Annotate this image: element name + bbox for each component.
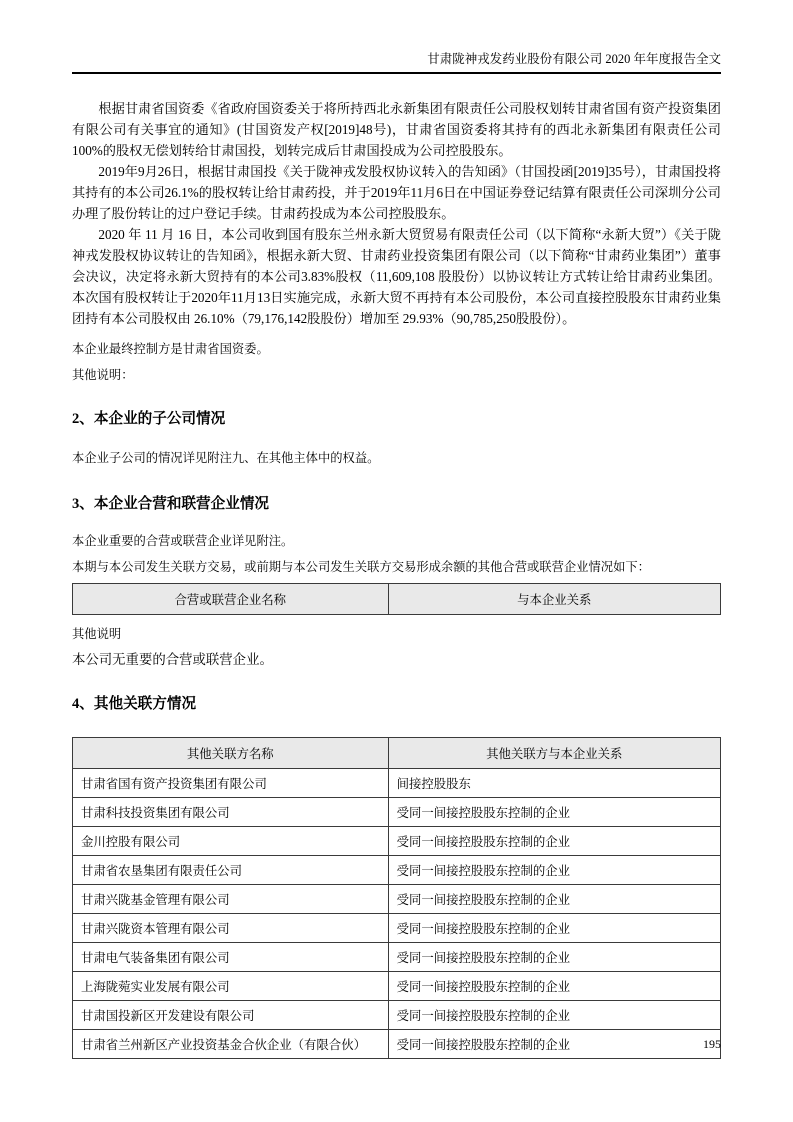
section3-no-jv-note: 本公司无重要的合营或联营企业。: [72, 652, 273, 667]
section3-other-note: 其他说明: [72, 627, 122, 641]
paragraph-2020-transfer: 2020 年 11 月 16 日，本公司收到国有股东兰州永新大贸贸易有限责任公司（以下简称“永新大贸”）《关于陇神戎发股权协议转让的告知函》，根据永新大贸、甘肃药业投资集团有限公司（以下简称“甘肃药业集团”）董事会决议，决定将永新大贸持有的本公司3.83%股权（11,609,108 股股份）以协议转让方式转让给甘肃药业集团。本次国有股权转让于2020年11月13日实施完成，永新大贸不再持有本公司股份，本公司直接控股股东甘肃药业集团持有本公司股权由 26.10%（79,176,142股股份）增加至 29.93%（90,785,250股股份）。: [72, 227, 721, 326]
related-party-relation: 受同一间接控股股东控制的企业: [388, 914, 720, 943]
table-row: [73, 827, 721, 856]
section3-body-2: 本期与本公司发生关联方交易，或前期与本公司发生关联方交易形成余额的其他合营或联营企业情况如下：: [72, 560, 650, 574]
related-party-relation: 受同一间接控股股东控制的企业: [388, 1001, 720, 1030]
related-party-name: 甘肃国投新区开发建设有限公司: [73, 1001, 389, 1030]
related-party-relation: 受同一间接控股股东控制的企业: [388, 943, 720, 972]
related-party-name: 甘肃兴陇基金管理有限公司: [73, 885, 389, 914]
paragraph-2019-transfer: 2019年9月26日，根据甘肃国投《关于陇神戎发股权协议转入的告知函》（甘国投函[2019]35号），甘肃国投将其持有的本公司26.1%的股权转让给甘肃药投，并于2019年11月6日在中国证券登记结算有限责任公司深圳分公司办理了股份转让的过户登记手续。甘肃药投成为本公司控股股东。: [72, 164, 721, 221]
related-party-relation: 间接控股股东: [388, 769, 720, 798]
table-row: [73, 1030, 721, 1059]
other-note-label: 其他说明：: [72, 368, 134, 382]
related-party-relation: 受同一间接控股股东控制的企业: [388, 972, 720, 1001]
related-parties-table: [72, 737, 721, 1059]
joint-venture-table: [72, 583, 721, 615]
related-party-name: 甘肃科技投资集团有限公司: [73, 798, 389, 827]
related-party-relation: 受同一间接控股股东控制的企业: [388, 798, 720, 827]
related-party-name: 甘肃电气装备集团有限公司: [73, 943, 389, 972]
related-party-name: 甘肃兴陇资本管理有限公司: [73, 914, 389, 943]
related-party-name: 甘肃省兰州新区产业投资基金合伙企业（有限合伙）: [73, 1030, 389, 1059]
related-party-relation: 受同一间接控股股东控制的企业: [388, 1030, 720, 1059]
related-party-name: 金川控股有限公司: [73, 827, 389, 856]
table-row: [73, 972, 721, 1001]
related-table-header-name: 其他关联方名称: [73, 738, 389, 769]
related-party-name: 上海陇菀实业发展有限公司: [73, 972, 389, 1001]
section2-heading: 2、本企业的子公司情况: [72, 411, 226, 427]
section2-body: 本企业子公司的情况详见附注九、在其他主体中的权益。: [72, 451, 380, 465]
table-row: [73, 914, 721, 943]
table-row: [73, 885, 721, 914]
section3-heading: 3、本企业合营和联营企业情况: [72, 496, 270, 512]
table-row: [73, 769, 721, 798]
jv-table-header-name: 合营或联营企业名称: [73, 584, 389, 615]
section3-body-1: 本企业重要的合营或联营企业详见附注。: [72, 534, 294, 548]
table-row: [73, 943, 721, 972]
table-row: [73, 856, 721, 885]
related-party-name: 甘肃省国有资产投资集团有限公司: [73, 769, 389, 798]
table-row: [73, 1001, 721, 1030]
related-party-relation: 受同一间接控股股东控制的企业: [388, 827, 720, 856]
table-header-row: [73, 738, 721, 769]
section4-heading: 4、其他关联方情况: [72, 696, 197, 712]
related-party-name: 甘肃省农垦集团有限责任公司: [73, 856, 389, 885]
related-party-relation: 受同一间接控股股东控制的企业: [388, 856, 720, 885]
table-row: [73, 798, 721, 827]
paragraph-equity-transfer-notice: 根据甘肃省国资委《省政府国资委关于将所持西北永新集团有限责任公司股权划转甘肃省国有资产投资集团有限公司有关事宜的通知》(甘国资发产权[2019]48号)，甘肃省国资委将其持有的西北永新集团有限责任公司100%的股权无偿划转给甘肃国投，划转完成后甘肃国投成为公司控股股东。: [72, 101, 721, 158]
related-party-relation: 受同一间接控股股东控制的企业: [388, 885, 720, 914]
page-number: 195: [703, 1037, 721, 1051]
related-table-header-relation: 其他关联方与本企业关系: [388, 738, 720, 769]
page-content: [72, 0, 721, 1059]
document-header-title: 甘肃陇神戎发药业股份有限公司 2020 年年度报告全文: [72, 0, 721, 74]
jv-table-header-relation: 与本企业关系: [388, 584, 720, 615]
ultimate-controller-note: 本企业最终控制方是甘肃省国资委。: [72, 342, 269, 356]
table-header-row: [73, 584, 721, 615]
body-paragraphs: [72, 98, 721, 329]
